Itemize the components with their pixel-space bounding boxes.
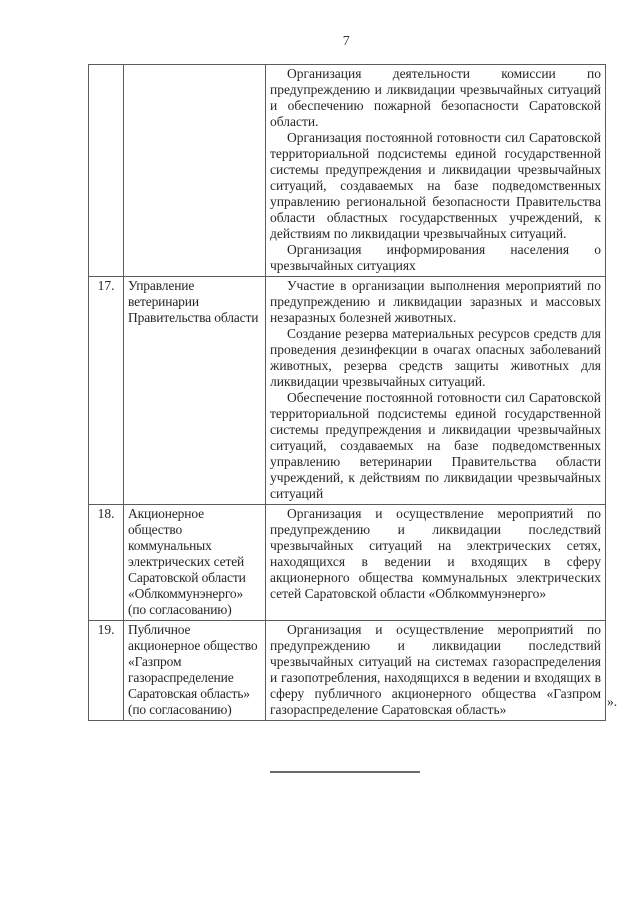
page-number: 7 [342, 34, 351, 49]
responsibility-paragraph: Организация деятельности комиссии по предупреждению и ликвидации чрезвычайных ситуаций и обеспечению пожарной безопасности Саратовской области. [270, 66, 601, 129]
responsibilities-cell [266, 621, 606, 721]
responsibility-paragraph: Обеспечение постоянной готовности сил Саратовской территориальной подсистемы единой государственной системы предупреждения и ликвидации чрезвычайных ситуаций, создаваемых на базе подведомственных управлению ветеринарии Правительства области учреждений, к действиям по ликвидации чрезвычайных ситуаций [270, 390, 601, 501]
organization-cell [124, 65, 266, 277]
responsibilities-table [88, 64, 606, 721]
responsibility-paragraph: Организация постоянной готовности сил Саратовской территориальной подсистемы единой государственной системы предупреждения и ликвидации чрезвычайных ситуаций, создаваемых на базе подведомственных управлению региональной безопасности Правительства области областных государственных учреждений, к действиям по ликвидации чрезвычайных ситуаций. [270, 130, 601, 241]
row-number-cell [89, 65, 124, 277]
row-number-cell: 17. [89, 277, 124, 505]
responsibilities-cell [266, 277, 606, 505]
responsibilities-cell [266, 65, 606, 277]
organization-cell: Акционерное общество коммунальных электрических сетей Саратовской области «Облкоммунэнерго» (по согласованию) [124, 505, 266, 621]
row-number-cell: 18. [89, 505, 124, 621]
responsibility-paragraph: Организация и осуществление мероприятий по предупреждению и ликвидации последствий чрезвычайных ситуаций на электрических сетях, находящихся в ведении и входящих в сферу акционерного общества коммунальных электрических сетей Саратовской области «Облкоммунэнерго» [270, 506, 601, 601]
table-row-18 [89, 505, 606, 621]
closing-quote-mark: ». [607, 694, 618, 709]
responsibility-paragraph: Участие в организации выполнения мероприятий по предупреждению и ликвидации заразных и массовых незаразных болезней животных. [270, 278, 601, 325]
responsibility-paragraph: Организация информирования населения о чрезвычайных ситуациях [270, 242, 601, 273]
responsibilities-cell [266, 505, 606, 621]
table-row-19 [89, 621, 606, 721]
organization-cell: Публичное акционерное общество «Газпром газораспределение Саратовская область» (по согласованию) [124, 621, 266, 721]
table-row-continuation [89, 65, 606, 277]
footnote-divider [270, 771, 420, 773]
table-row-17 [89, 277, 606, 505]
organization-cell: Управление ветеринарии Правительства области [124, 277, 266, 505]
responsibility-paragraph: Организация и осуществление мероприятий по предупреждению и ликвидации последствий чрезвычайных ситуаций на системах газораспределения и газопотребления, находящихся в ведении и входящих в сферу публичного акционерного общества «Газпром газораспределение Саратовская область» [270, 622, 601, 717]
row-number-cell: 19. [89, 621, 124, 721]
responsibility-paragraph: Создание резерва материальных ресурсов средств для проведения дезинфекции в очагах опасных заболеваний животных, резерва средств защиты животных для ликвидации чрезвычайных ситуаций. [270, 326, 601, 389]
